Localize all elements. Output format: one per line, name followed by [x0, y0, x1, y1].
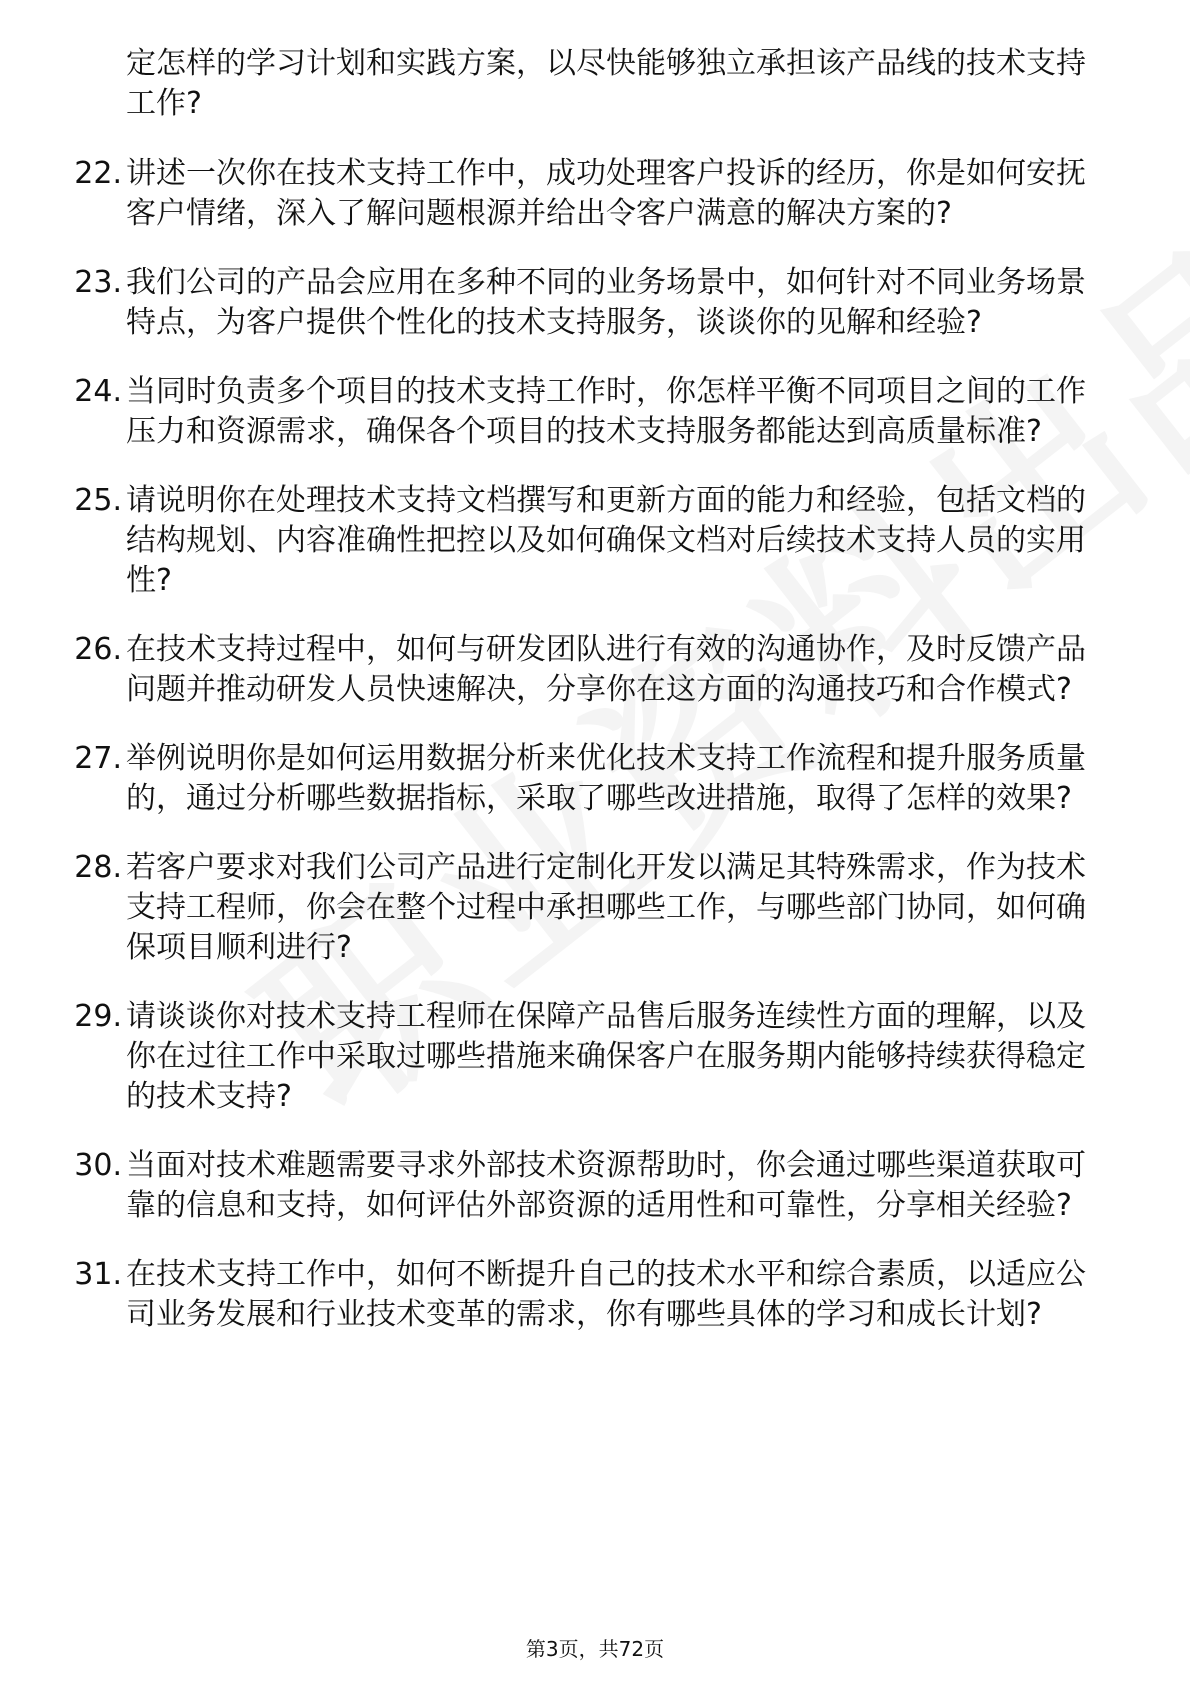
question-text: 我们公司的产品会应用在多种不同的业务场景中，如何针对不同业务场景特点，为客户提供个性化的技术支持服务，谈谈你的见解和经验? — [126, 265, 1086, 340]
question-text: 当同时负责多个项目的技术支持工作时，你怎样平衡不同项目之间的工作压力和资源需求，确保各个项目的技术支持服务都能达到高质量标准? — [126, 374, 1086, 449]
page-number-label: 第3页，共72页 — [525, 1637, 665, 1661]
question-item — [74, 481, 1108, 601]
question-item — [74, 1255, 1108, 1335]
question-number: 24. — [74, 374, 122, 409]
question-text: 当面对技术难题需要寻求外部技术资源帮助时，你会通过哪些渠道获取可靠的信息和支持，如何评估外部资源的适用性和可靠性，分享相关经验? — [126, 1148, 1086, 1223]
page-footer — [0, 1636, 1190, 1662]
question-item — [74, 739, 1108, 819]
question-item — [74, 997, 1108, 1117]
question-number: 31. — [74, 1257, 122, 1292]
question-item — [74, 263, 1108, 343]
question-list — [74, 44, 1108, 1364]
question-number: 23. — [74, 265, 122, 300]
question-item — [74, 848, 1108, 968]
question-number: 28. — [74, 850, 122, 885]
question-number: 25. — [74, 483, 122, 518]
continued-question-text: 定怎样的学习计划和实践方案，以尽快能够独立承担该产品线的技术支持工作? — [126, 46, 1086, 121]
question-number: 26. — [74, 632, 122, 667]
question-text: 在技术支持工作中，如何不断提升自己的技术水平和综合素质，以适应公司业务发展和行业技术变革的需求，你有哪些具体的学习和成长计划? — [126, 1257, 1086, 1332]
question-text: 在技术支持过程中，如何与研发团队进行有效的沟通协作，及时反馈产品问题并推动研发人员快速解决，分享你在这方面的沟通技巧和合作模式? — [126, 632, 1086, 707]
question-number: 22. — [74, 156, 122, 191]
question-number: 27. — [74, 741, 122, 776]
question-text: 讲述一次你在技术支持工作中，成功处理客户投诉的经历，你是如何安抚客户情绪，深入了解问题根源并给出令客户满意的解决方案的? — [126, 156, 1086, 231]
question-item — [74, 372, 1108, 452]
question-text: 若客户要求对我们公司产品进行定制化开发以满足其特殊需求，作为技术支持工程师，你会在整个过程中承担哪些工作，与哪些部门协同，如何确保项目顺利进行? — [126, 850, 1086, 965]
question-item — [74, 630, 1108, 710]
question-item — [74, 1146, 1108, 1226]
question-text: 举例说明你是如何运用数据分析来优化技术支持工作流程和提升服务质量的，通过分析哪些数据指标，采取了哪些改进措施，取得了怎样的效果? — [126, 741, 1086, 816]
question-number: 30. — [74, 1148, 122, 1183]
question-text: 请说明你在处理技术支持文档撰写和更新方面的能力和经验，包括文档的结构规划、内容准确性把控以及如何确保文档对后续技术支持人员的实用性? — [126, 483, 1086, 598]
question-item — [74, 154, 1108, 234]
question-text: 请谈谈你对技术支持工程师在保障产品售后服务连续性方面的理解，以及你在过往工作中采取过哪些措施来确保客户在服务期内能够持续获得稳定的技术支持? — [126, 999, 1086, 1114]
question-number: 29. — [74, 999, 122, 1034]
